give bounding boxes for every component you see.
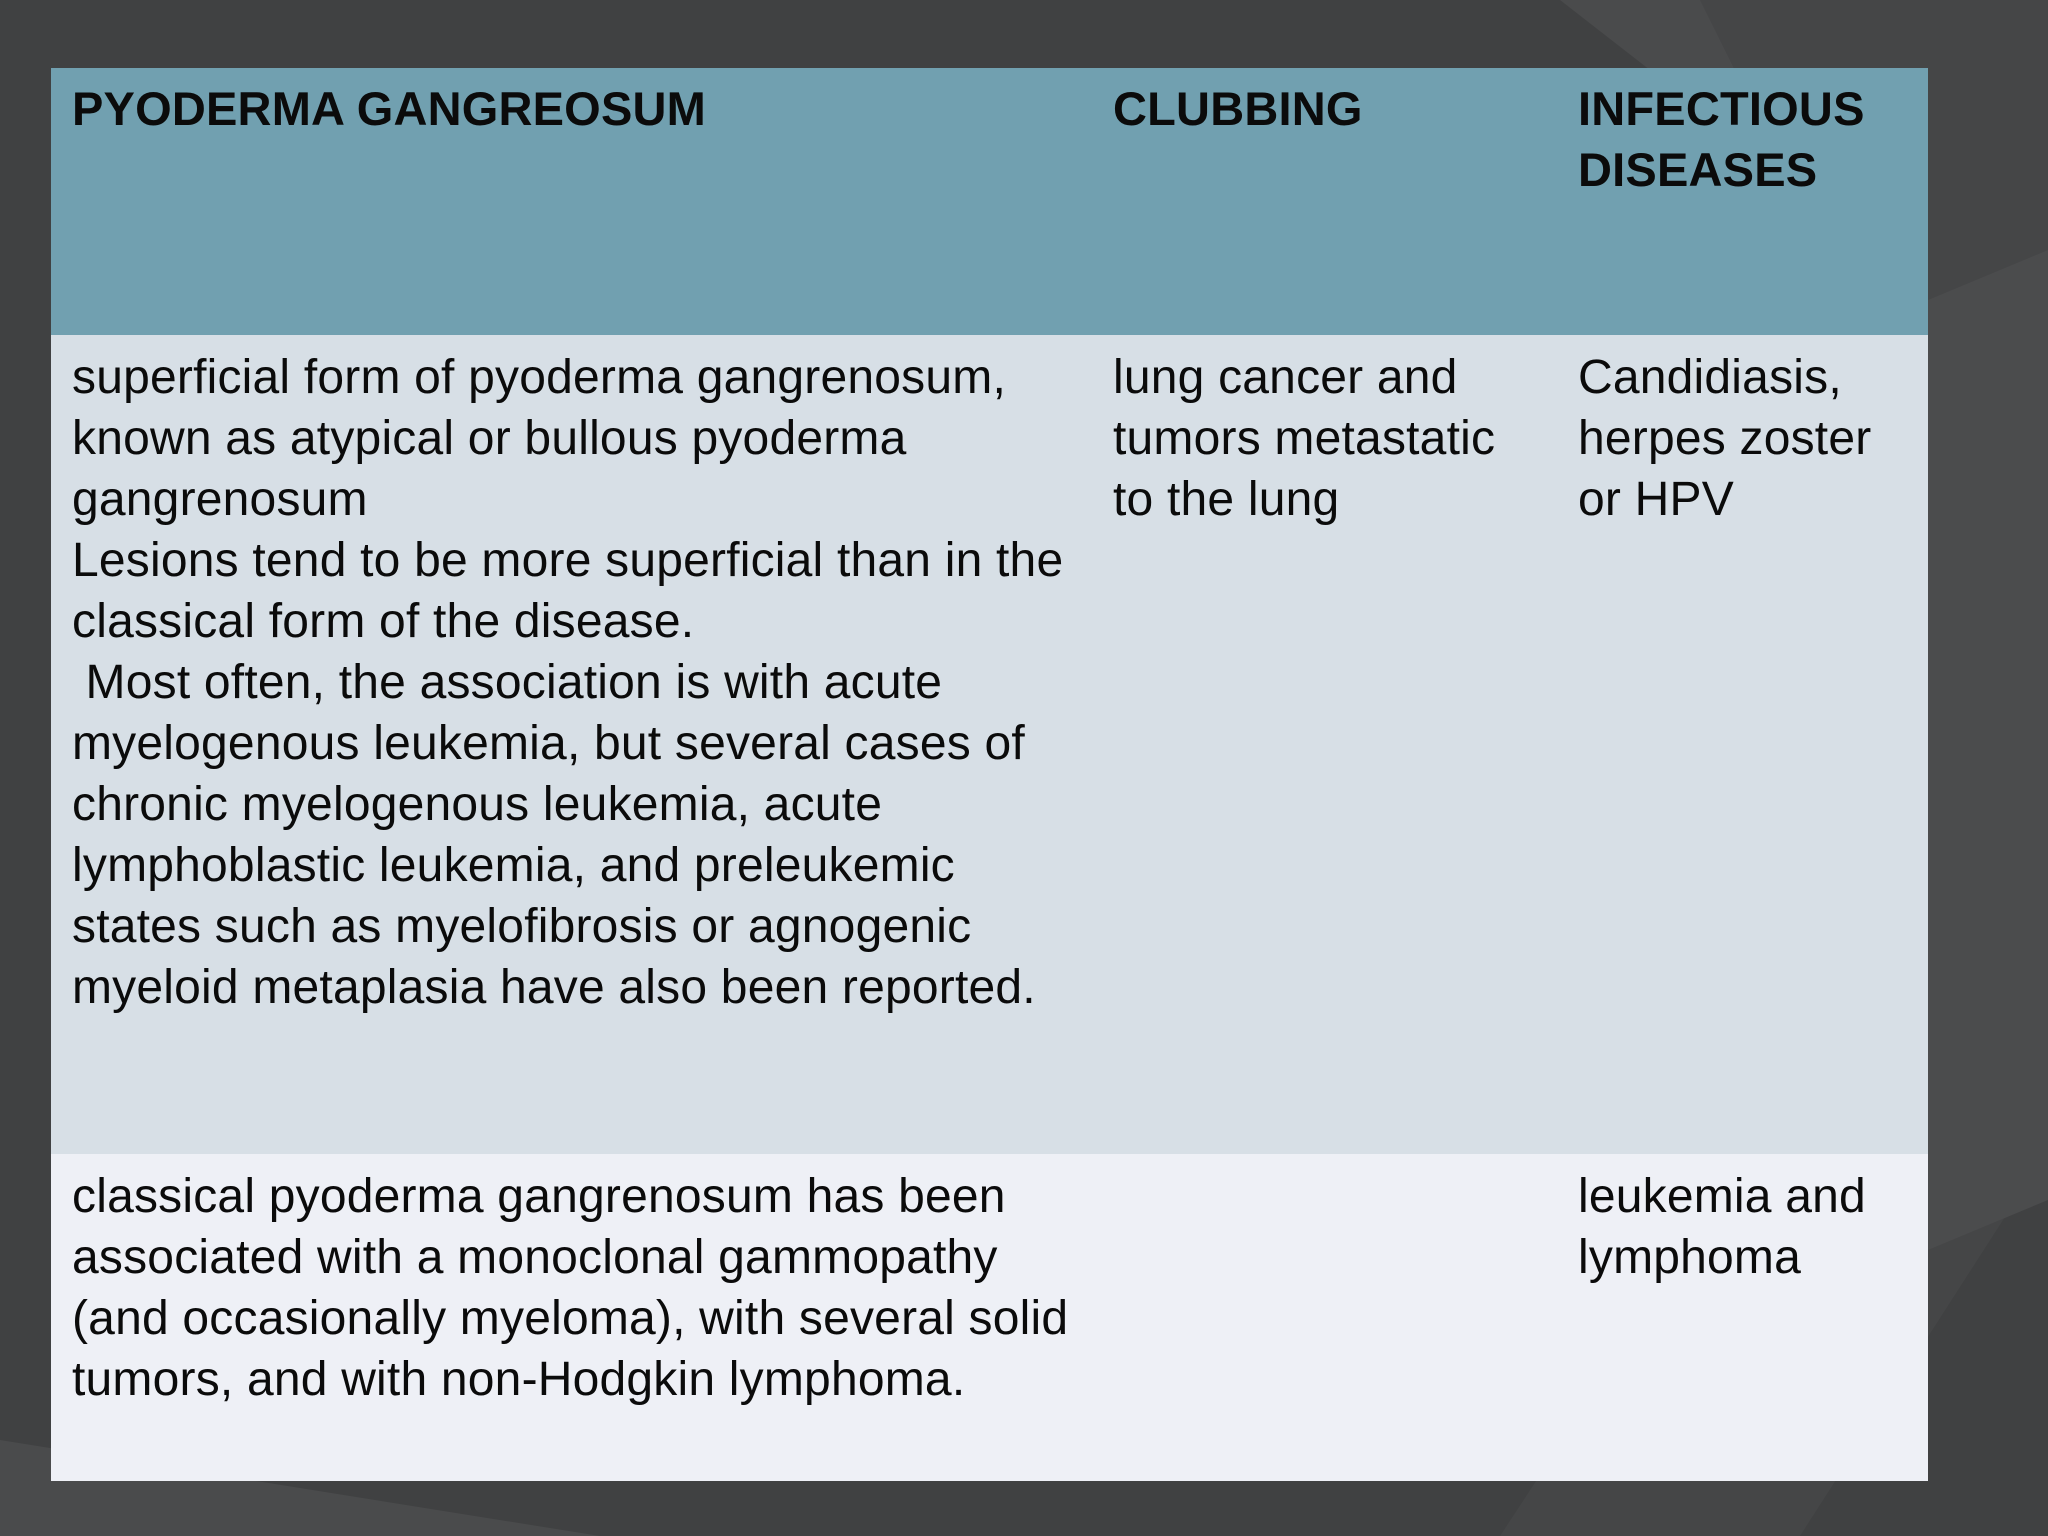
cell-text: Candidiasis, herpes zoster or HPV <box>1578 351 1885 526</box>
table-cell <box>1557 335 1928 1154</box>
table-cell <box>1557 1154 1928 1481</box>
table-cell <box>1092 1154 1557 1481</box>
table-header-row <box>51 68 1928 335</box>
comparison-table <box>51 68 1928 1481</box>
header-label: CLUBBING <box>1113 82 1363 135</box>
cell-text: lung cancer and tumors metastatic to the lung <box>1113 351 1509 526</box>
table-cell <box>1092 335 1557 1154</box>
table-cell <box>51 1154 1092 1481</box>
cell-text: classical pyoderma gangrenosum has been associated with a monoclonal gammopathy (and occasionally myeloma), with several solid tumors, and with non-Hodgkin lymphoma. <box>72 1170 1082 1406</box>
table-row <box>51 335 1928 1154</box>
table-row <box>51 1154 1928 1481</box>
bg-shape-right-band <box>1928 250 2048 1250</box>
header-label: PYODERMA GANGREOSUM <box>72 82 706 135</box>
header-label: INFECTIOUS DISEASES <box>1578 82 1878 196</box>
table-cell <box>51 335 1092 1154</box>
cell-text: leukemia and lymphoma <box>1578 1170 1880 1284</box>
cell-text: superficial form of pyoderma gangrenosum, known as atypical or bullous pyoderma gangrenosum Lesions tend to be more superficial than in the classical form of the disease. Most often, the association is with acute myelogenous leukemia, but several cases of chronic myelogenous leukemia, acute lymphoblastic leukemia, and preleukemic states such as myelofibrosis or agnogenic myeloid metaplasia have also been reported. <box>72 351 1064 1014</box>
header-pyoderma-gangreosum <box>51 68 1092 335</box>
header-infectious-diseases <box>1557 68 1928 335</box>
header-clubbing <box>1092 68 1557 335</box>
slide-table-container <box>51 68 1928 1481</box>
